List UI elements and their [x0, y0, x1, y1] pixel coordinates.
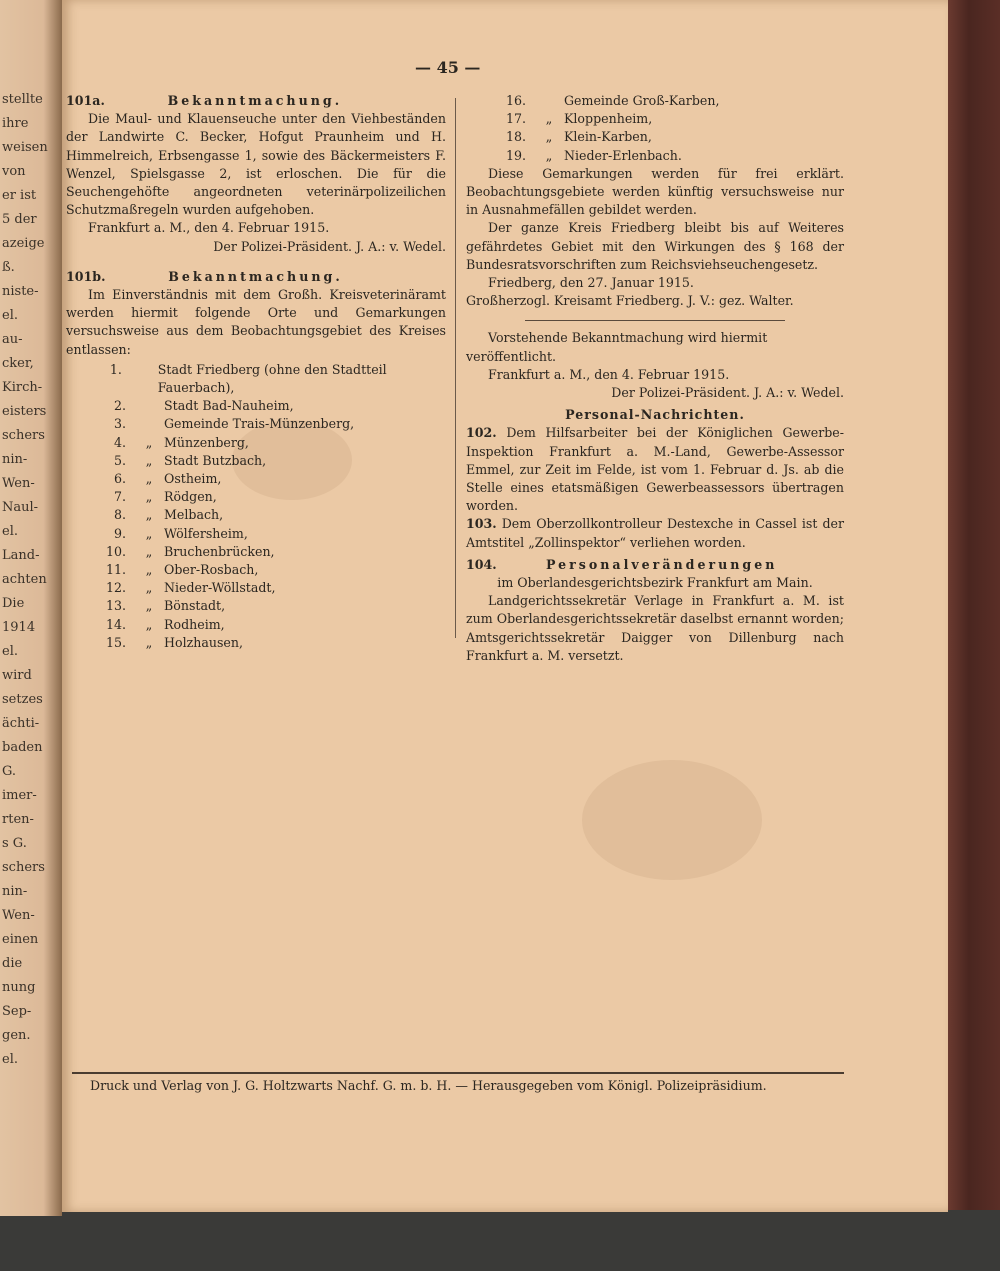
list-item: [66, 506, 446, 524]
list-item: [466, 110, 844, 128]
section-title: Personal-Nachrichten.: [565, 407, 745, 423]
item-text: Rödgen,: [164, 489, 217, 505]
facing-page-text: nung: [2, 980, 36, 995]
item-text: Bönstadt,: [164, 598, 226, 614]
item-number: 10.: [105, 543, 126, 559]
facing-page-text: von: [2, 164, 26, 179]
kreisamt-signature: Großherzogl. Kreisamt Friedberg. J. V.: gez. Walter.: [466, 293, 794, 309]
notice-101a-signature: Der Polizei-Präsident. J. A.: v. Wedel.: [213, 238, 446, 254]
list-item: [66, 470, 446, 488]
ditto-mark: „: [145, 562, 153, 578]
item-number: 4.: [113, 434, 126, 450]
item-text: Wölfersheim,: [164, 525, 248, 541]
notice-104-subtitle: im Oberlandesgerichtsbezirk Frankfurt am Main.: [497, 575, 813, 591]
facing-page-text: Kirch-: [2, 380, 43, 395]
ditto-mark: „: [145, 452, 153, 468]
facing-page-text: nin-: [2, 452, 28, 467]
item-text: Münzenberg,: [164, 434, 249, 450]
notice-101a-header: [66, 92, 446, 110]
section-rule: [525, 320, 785, 321]
item-number: 17.: [505, 111, 526, 127]
notice-title: Bekanntmachung.: [168, 268, 343, 284]
facing-page-text: el.: [2, 1052, 18, 1067]
ditto-mark: „: [145, 471, 153, 487]
notice-number: 101a.: [66, 93, 105, 108]
facing-page-text: rten-: [2, 812, 34, 827]
notice-101b-header: [66, 268, 446, 286]
notice-103-text: Dem Oberzollkontrolleur Destexche in Cassel ist der Amtstitel „Zollinspektor“ verliehen worden.: [466, 516, 844, 550]
ditto-mark: „: [545, 129, 553, 145]
page-number: — 45 —: [415, 58, 481, 77]
item-number: 5.: [113, 452, 126, 468]
notice-title: Bekanntmachung.: [167, 93, 343, 108]
item-text: Rodheim,: [164, 616, 225, 632]
place-list-continued: [466, 92, 844, 165]
facing-page-text: 1914: [2, 620, 36, 635]
ditto-mark: „: [145, 525, 153, 541]
notice-101a-body: Die Maul- und Klauenseuche unter den Viehbeständen der Landwirte C. Becker, Hofgut Praunheim und H. Himmelreich, Erbsengasse 1, sowie des Bäckermeisters F. Wenzel, Spielsgasse 2, ist erloschen. Die für die Seuchengehöfte angeordneten veterinärpolizeilichen Schutzmaßregeln wurden aufgehoben.: [66, 111, 446, 218]
item-text: Stadt Friedberg (ohne den Stadtteil Fauerbach),: [157, 361, 387, 396]
list-item: [66, 634, 446, 652]
ditto-mark: „: [145, 634, 153, 650]
facing-page-text: cker,: [2, 356, 34, 371]
facing-page-text: er ist: [2, 188, 37, 203]
notice-number: 103.: [466, 516, 497, 532]
list-item: [466, 147, 844, 165]
facing-page-text: achten: [2, 572, 47, 587]
facing-page-text: G.: [2, 764, 17, 779]
notice-number: 101b.: [66, 268, 106, 284]
facing-page-text: imer-: [2, 788, 37, 803]
publish-place-date: Frankfurt a. M., den 4. Februar 1915.: [488, 366, 730, 382]
item-text: Ober-Rosbach,: [164, 562, 259, 578]
item-number: 6.: [113, 471, 126, 487]
item-text: Stadt Butzbach,: [164, 452, 267, 468]
facing-page-text: niste-: [2, 284, 39, 299]
item-number: 3.: [113, 416, 126, 432]
notice-number: 102.: [466, 425, 497, 441]
notice-101a-place-date: Frankfurt a. M., den 4. Februar 1915.: [88, 220, 330, 236]
item-text: Nieder-Erlenbach.: [564, 147, 682, 163]
friedberg-place-date: Friedberg, den 27. Januar 1915.: [488, 275, 694, 291]
imprint-footer: Druck und Verlag von J. G. Holtzwarts Nachf. G. m. b. H. — Herausgegeben vom Königl. Polizeipräsidium.: [90, 1078, 767, 1093]
list-item: [66, 452, 446, 470]
list-item: [66, 415, 446, 433]
facing-page-text: gen.: [2, 1028, 31, 1043]
list-item: [66, 361, 446, 397]
book-spine-edge: [948, 0, 1000, 1210]
footer-rule: [72, 1072, 844, 1074]
item-number: 12.: [105, 580, 126, 596]
list-item: [66, 579, 446, 597]
ditto-mark: „: [145, 507, 153, 523]
facing-page-text: azeige: [2, 236, 45, 251]
publish-note: Vorstehende Bekanntmachung wird hiermit veröffentlicht.: [466, 330, 768, 364]
facing-page-text: schers: [2, 428, 45, 443]
list-item: [466, 128, 844, 146]
item-text: Gemeinde Trais-Münzenberg,: [164, 416, 355, 432]
notice-103: [466, 515, 844, 551]
column-divider: [455, 98, 456, 638]
item-number: 14.: [105, 616, 126, 632]
ditto-mark: [134, 397, 164, 415]
facing-page-text: ß.: [2, 260, 15, 275]
ditto-mark: [134, 415, 164, 433]
place-list: [66, 361, 446, 652]
left-column: [66, 92, 446, 652]
notice-104-title: Personalveränderungen: [545, 556, 778, 572]
item-number: 11.: [105, 562, 126, 578]
list-item: [66, 397, 446, 415]
item-number: 13.: [105, 598, 126, 614]
item-text: Nieder-Wöllstadt,: [164, 580, 276, 596]
item-number: 2.: [113, 398, 126, 414]
right-column: [466, 92, 844, 665]
facing-page-text: die: [2, 956, 23, 971]
list-item: [66, 525, 446, 543]
ditto-mark: „: [145, 434, 153, 450]
facing-page-text: Land-: [2, 548, 40, 563]
ditto-mark: [534, 92, 564, 110]
item-number: 7.: [113, 489, 126, 505]
paper-stain: [582, 760, 762, 880]
item-text: Ostheim,: [164, 471, 222, 487]
publish-signature: Der Polizei-Präsident. J. A.: v. Wedel.: [611, 385, 844, 401]
item-text: Holzhausen,: [164, 634, 243, 650]
notice-102-text: Dem Hilfsarbeiter bei der Königlichen Gewerbe-Inspektion Frankfurt a. M.-Land, Gewerbe-Assessor Emmel, zur Zeit im Felde, ist vom 1. Februar d. Js. ab die Stelle eines etatsmäßigen Gewerbeassessors übertragen worden.: [466, 425, 844, 514]
facing-page-text: stellte: [2, 92, 43, 107]
notice-104-header: [466, 556, 844, 574]
item-number: 16.: [505, 93, 526, 108]
list-item: [66, 597, 446, 615]
notice-number: 104.: [466, 556, 497, 572]
facing-page-text: Wen-: [2, 476, 35, 491]
item-number: 1.: [109, 361, 122, 377]
facing-page-text: el.: [2, 644, 18, 659]
facing-page-text: Die: [2, 596, 25, 611]
notice-104-body: Landgerichtssekretär Verlage in Frankfurt a. M. ist zum Oberlandesgerichtssekretär daselbst ernannt worden; Amtsgerichtssekretär Daigger von Dillenburg nach Frankfurt a. M. versetzt.: [466, 593, 844, 663]
facing-page-text: setzes: [2, 692, 43, 707]
facing-page-text: ächti-: [2, 716, 40, 731]
facing-page-text: schers: [2, 860, 45, 875]
facing-page-text: 5 der: [2, 212, 37, 227]
facing-page-text: nin-: [2, 884, 28, 899]
item-text: Stadt Bad-Nauheim,: [164, 398, 294, 414]
list-item: [466, 92, 844, 110]
facing-page-text: einen: [2, 932, 39, 947]
facing-page-text: wird: [2, 668, 32, 683]
facing-page-text: au-: [2, 332, 23, 347]
facing-page-text: s G.: [2, 836, 27, 851]
release-paragraph: Diese Gemarkungen werden für frei erklärt. Beobachtungsgebiete werden künftig versuchsweise nur in Ausnahmefällen gebildet werden.: [466, 165, 844, 218]
item-number: 8.: [113, 507, 126, 523]
ditto-mark: „: [545, 147, 553, 163]
list-item: [66, 488, 446, 506]
list-item: [66, 434, 446, 452]
notice-102: [466, 424, 844, 515]
facing-page-text: weisen: [2, 140, 48, 155]
ditto-mark: „: [145, 580, 153, 596]
ditto-mark: „: [145, 598, 153, 614]
facing-page-text: Sep-: [2, 1004, 32, 1019]
facing-page-text: baden: [2, 740, 43, 755]
item-text: Gemeinde Groß-Karben,: [564, 93, 720, 108]
ditto-mark: „: [145, 543, 153, 559]
facing-page-text: Wen-: [2, 908, 35, 923]
ditto-mark: „: [145, 616, 153, 632]
item-text: Melbach,: [164, 507, 224, 523]
list-item: [66, 616, 446, 634]
item-text: Bruchenbrücken,: [164, 543, 275, 559]
ditto-mark: „: [545, 111, 553, 127]
item-number: 9.: [113, 525, 126, 541]
ditto-mark: „: [145, 489, 153, 505]
facing-page-text: Naul-: [2, 500, 39, 515]
ditto-mark: [130, 361, 158, 397]
list-item: [66, 561, 446, 579]
list-item: [66, 543, 446, 561]
facing-page-text: el.: [2, 308, 18, 323]
item-text: Kloppenheim,: [564, 111, 653, 127]
item-number: 15.: [105, 634, 126, 650]
facing-page-text: ihre: [2, 116, 29, 131]
district-paragraph: Der ganze Kreis Friedberg bleibt bis auf Weiteres gefährdetes Gebiet mit den Wirkungen des § 168 der Bundesratsvorschriften zum Reichsviehseuchengesetz.: [466, 220, 844, 272]
facing-page-edge: [0, 0, 62, 1216]
facing-page-text: eisters: [2, 404, 47, 419]
item-number: 18.: [505, 129, 526, 145]
item-number: 19.: [505, 147, 526, 163]
notice-101b-body: Im Einverständnis mit dem Großh. Kreisveterinäramt werden hiermit folgende Orte und Gemarkungen versuchsweise aus dem Beobachtungsgebiet des Kreises entlassen:: [66, 287, 446, 357]
item-text: Klein-Karben,: [564, 129, 652, 145]
facing-page-text: el.: [2, 524, 18, 539]
